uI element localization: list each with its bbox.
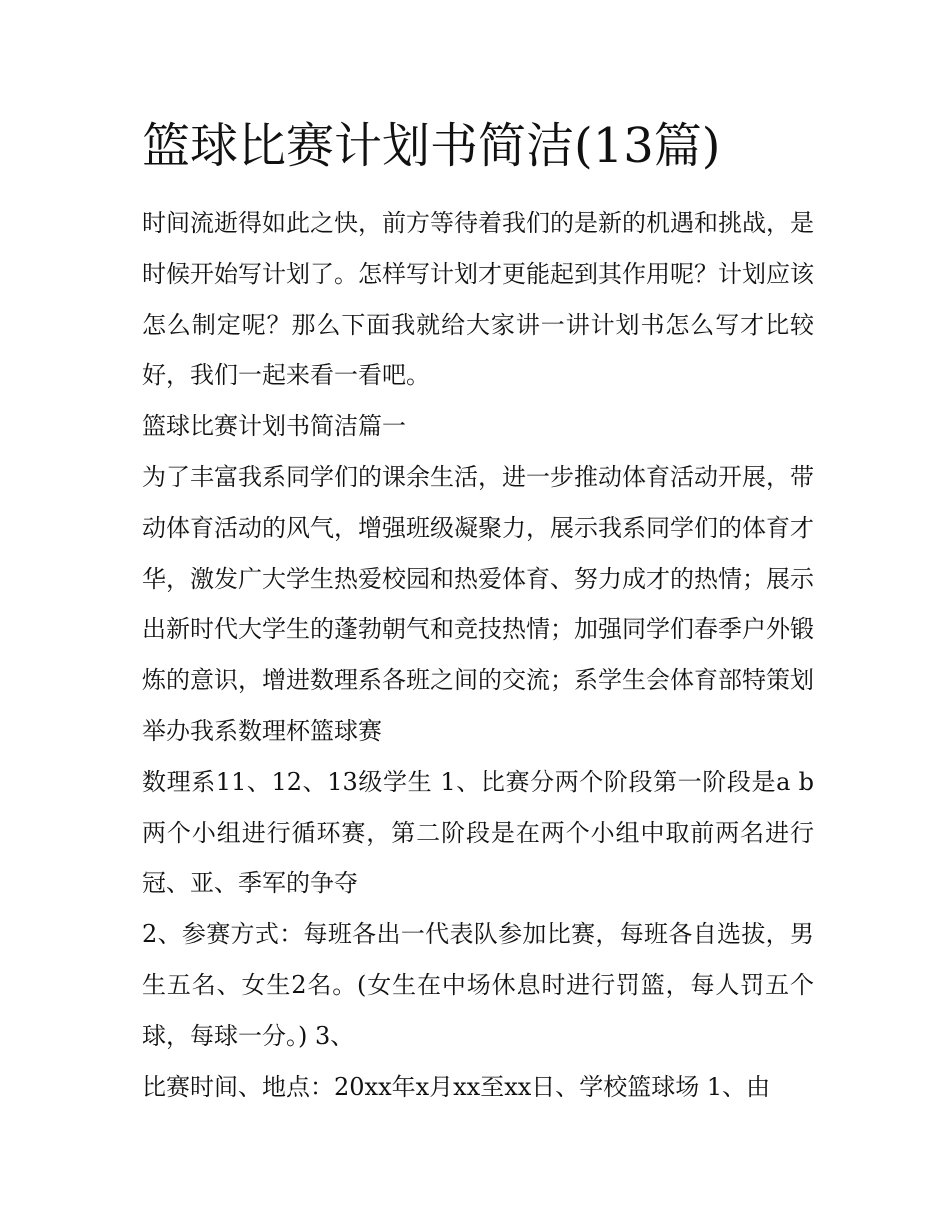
document-title: 篮球比赛计划书简洁(13篇) [142,118,721,174]
intro-paragraph: 时间流逝得如此之快，前方等待着我们的是新的机遇和挑战，是时候开始写计划了。怎样写计划才更能起到其作用呢？计划应该怎么制定呢？那么下面我就给大家讲一讲计划书怎么写才比较好，我们一起来看一看吧。 [142,209,814,390]
document-body [142,198,814,1112]
purpose-paragraph: 为了丰富我系同学们的课余生活，进一步推动体育活动开展，带动体育活动的风气，增强班级凝聚力，展示我系同学们的体育才华，激发广大学生热爱校园和热爱体育、努力成才的热情；展示出新时代大学生的蓬勃朝气和竞技热情；加强同学们春季户外锻炼的意识，增进数理系各班之间的交流；系学生会体育部特策划举办我系数理杯篮球赛 [142,462,814,745]
section-heading: 篮球比赛计划书简洁篇一 [142,412,406,441]
time-location-paragraph: 比赛时间、地点：20xx年x月xx至xx日、学校篮球场 1、由 [142,1072,771,1101]
entry-method-paragraph: 2、参赛方式：每班各出一代表队参加比赛，每班各自选拔，男生五名、女生2名。(女生在中场休息时进行罚篮，每人罚五个球，每球一分。) 3、 [142,920,814,1050]
participants-paragraph: 数理系11、12、13级学生 1、比赛分两个阶段第一阶段是a b两个小组进行循环赛，第二阶段是在两个小组中取前两名进行冠、亚、季军的争夺 [142,767,814,898]
